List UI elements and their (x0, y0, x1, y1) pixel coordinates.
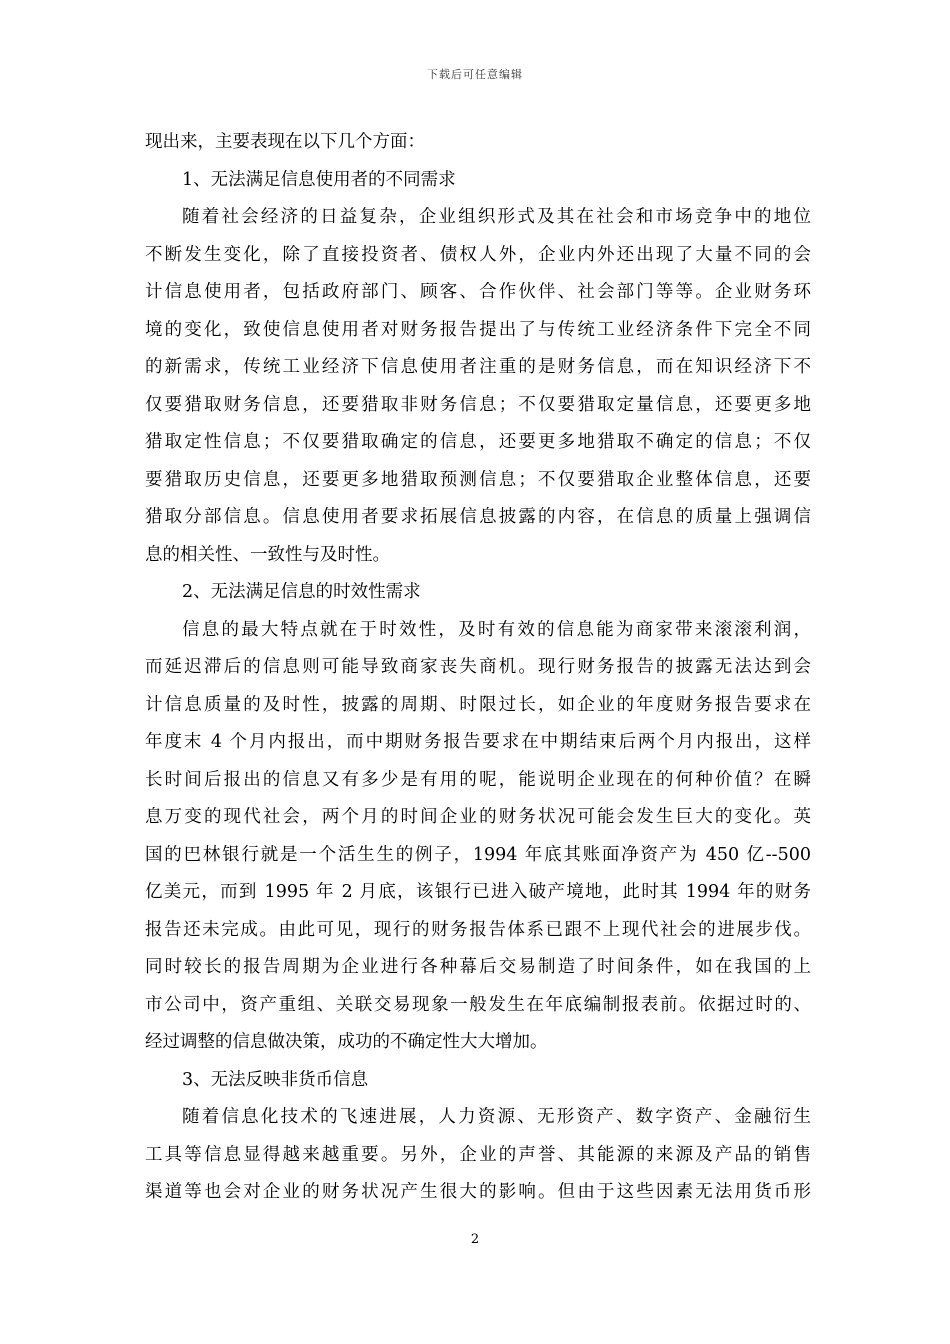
text-line: 1、无法满足信息使用者的不同需求 (182, 169, 456, 190)
text-line: 而延迟滞后的信息则可能导致商家丧失商机。现行财务报告的披露无法达到会 (145, 657, 811, 677)
text-line: 境的变化，致使信息使用者对财务报告提出了与传统工业经济条件下完全不同 (145, 319, 811, 340)
text-line: 亿美元，而到 1995 年 2 月底，该银行已进入破产境地，此时其 1994 年的财务 (145, 882, 811, 902)
text-line: 不断发生变化，除了直接投资者、债权人外，企业内外还出现了大量不同的会 (145, 244, 811, 265)
text-line: 猎取定性信息；不仅要猎取确定的信息，还要更多地猎取不确定的信息；不仅 (145, 432, 811, 452)
text-line: 要猎取历史信息，还要更多地猎取预测信息；不仅要猎取企业整体信息，还要 (145, 469, 811, 490)
text-line: 3、无法反映非货币信息 (182, 1069, 369, 1090)
text-line: 市公司中，资产重组、关联交易现象一般发生在年底编制报表前。依据过时的、 (145, 994, 811, 1015)
text-line: 的新需求，传统工业经济下信息使用者注重的是财务信息，而在知识经济下不 (145, 357, 811, 377)
text-line: 长时间后报出的信息又有多少是有用的呢，能说明企业现在的何种价值？在瞬 (145, 769, 811, 790)
text-line: 工具等信息显得越来越重要。另外，企业的声誉、其能源的来源及产品的销售 (145, 1144, 811, 1165)
text-line: 仅要猎取财务信息，还要猎取非财务信息；不仅要猎取定量信息，还要更多地 (145, 394, 811, 415)
text-line: 计信息使用者，包括政府部门、顾客、合作伙伴、社会部门等等。企业财务环 (145, 282, 811, 302)
text-line: 猎取分部信息。信息使用者要求拓展信息披露的内容，在信息的质量上强调信 (145, 507, 811, 527)
text-line: 随着社会经济的日益复杂，企业组织形式及其在社会和市场竞争中的地位 (182, 207, 811, 227)
text-line: 现出来，主要表现在以下几个方面： (145, 132, 425, 152)
text-line: 报告还未完成。由此可见，现行的财务报告体系已跟不上现代社会的进展步伐。 (145, 919, 811, 940)
page-number: 2 (470, 1232, 480, 1247)
text-line: 信息的最大特点就在于时效性，及时有效的信息能为商家带来滚滚利润， (182, 619, 811, 640)
text-line: 同时较长的报告周期为企业进行各种幕后交易制造了时间条件，如在我国的上 (145, 957, 811, 977)
text-line: 息的相关性、一致性与及时性。 (145, 544, 390, 565)
text-line: 年度末 4 个月内报出，而中期财务报告要求在中期结束后两个月内报出，这样 (145, 732, 811, 752)
text-line: 2、无法满足信息的时效性需求 (182, 582, 421, 602)
text-line: 经过调整的信息做决策，成功的不确定性大大增加。 (145, 1032, 548, 1052)
text-line: 随着信息化技术的飞速进展，人力资源、无形资产、数字资产、金融衍生 (182, 1107, 811, 1127)
page-header: 下载后可任意编辑 (427, 68, 523, 81)
text-line: 渠道等也会对企业的财务状况产生很大的影响。但由于这些因素无法用货币形 (145, 1182, 811, 1202)
text-line: 国的巴林银行就是一个活生生的例子，1994 年底其账面净资产为 450 亿--500 (145, 844, 811, 865)
text-line: 息万变的现代社会，两个月的时间企业的财务状况可能会发生巨大的变化。英 (145, 807, 811, 827)
body-text (145, 124, 811, 1212)
text-line: 计信息质量的及时性，披露的周期、时限过长，如企业的年度财务报告要求在 (145, 694, 811, 715)
